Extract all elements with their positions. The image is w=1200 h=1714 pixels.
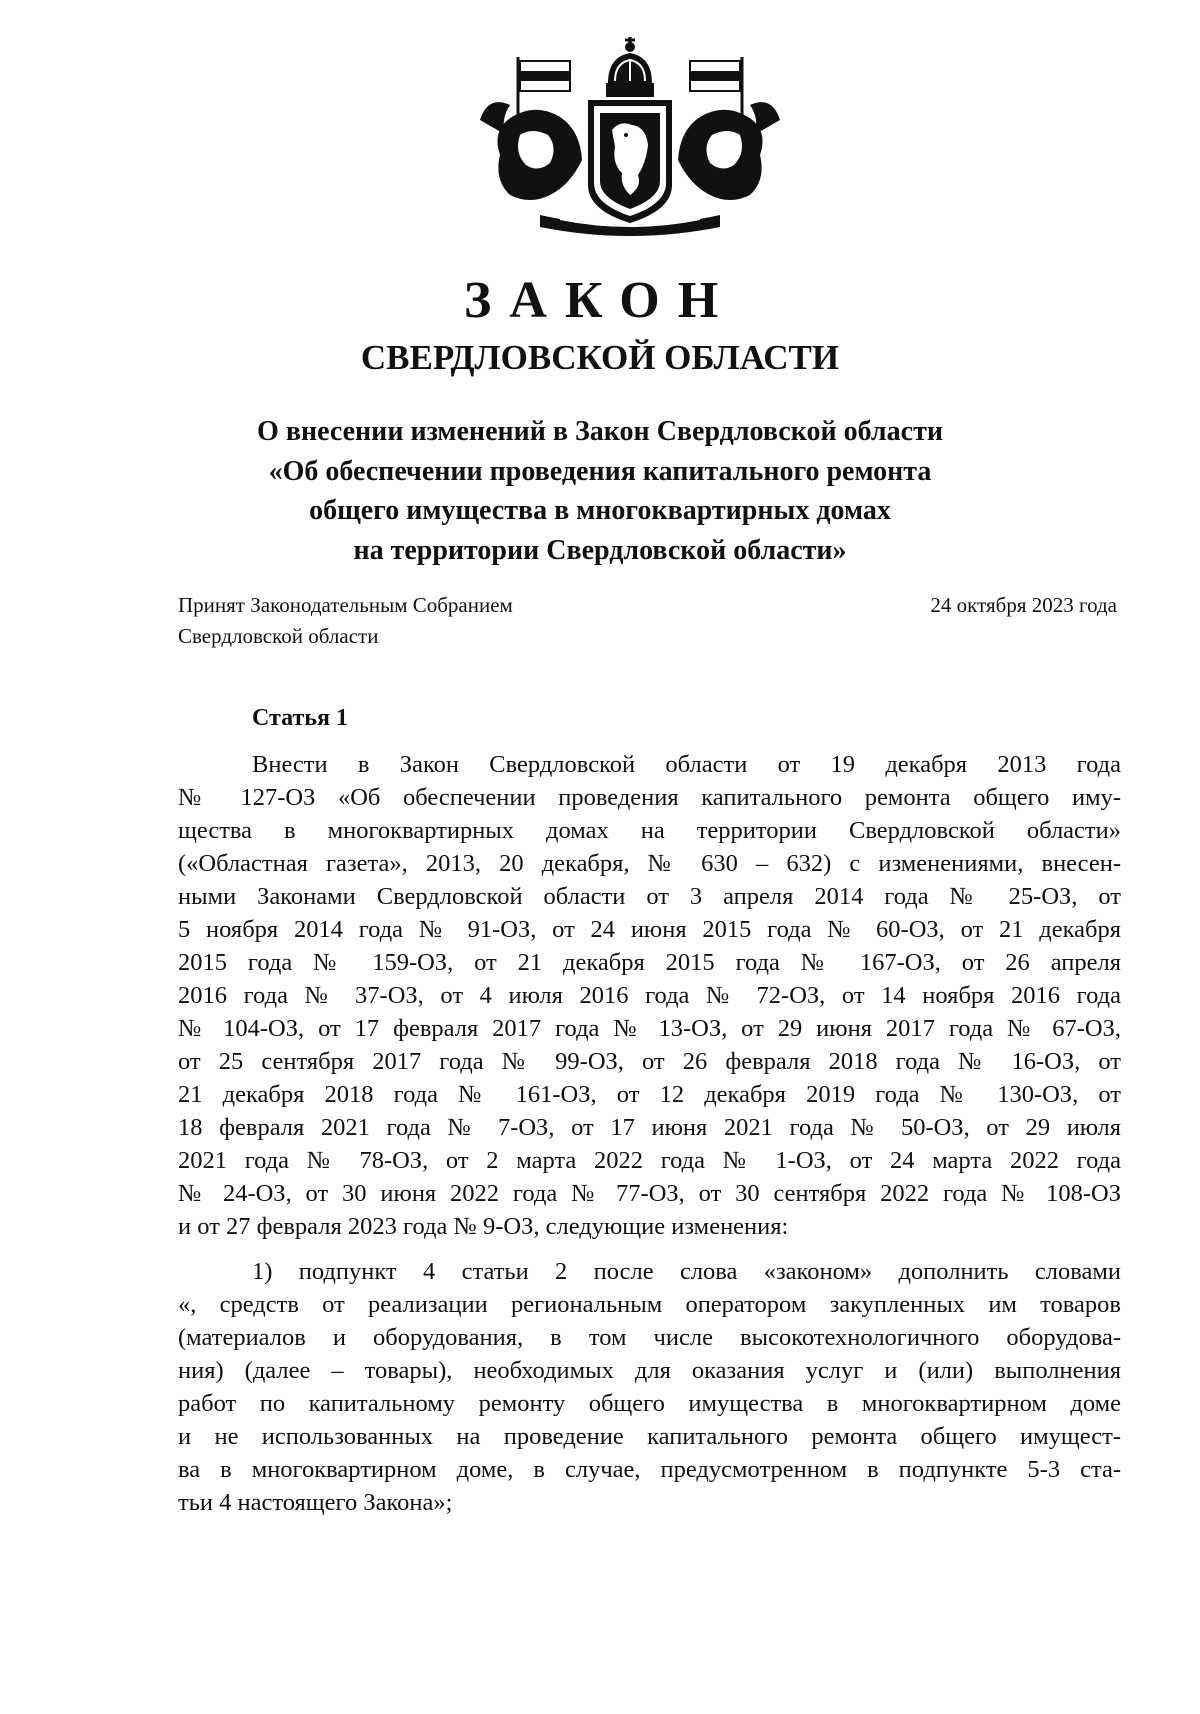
paragraph-line: 1) подпункт 4 статьи 2 после слова «законом» дополнить словами [252,1258,1121,1285]
paragraph-line: 2015 года № 159-ОЗ, от 21 декабря 2015 года № 167-ОЗ, от 26 апреля [178,949,1121,976]
subject-line: О внесении изменений в Закон Свердловской области [257,416,943,447]
subject-line: общего имущества в многоквартирных домах [309,495,891,526]
law-title: ЗАКОН [463,272,737,329]
region-title: СВЕРДЛОВСКОЙ ОБЛАСТИ [360,338,840,377]
paragraph-line: № 104-ОЗ, от 17 февраля 2017 года № 13-ОЗ, от 29 июня 2017 года № 67-ОЗ, [178,1015,1121,1042]
paragraph-line: от 25 сентября 2017 года № 99-ОЗ, от 26 февраля 2018 года № 16-ОЗ, от [178,1048,1121,1075]
paragraph-line: ва в многоквартирном доме, в случае, предусмотренном в подпункте 5-3 ста- [178,1456,1121,1483]
paragraph-line: тьи 4 настоящего Закона»; [178,1489,453,1516]
subject-line: на территории Свердловской области» [353,534,847,566]
paragraph-line: 5 ноября 2014 года № 91-ОЗ, от 24 июня 2015 года № 60-ОЗ, от 21 декабря [178,916,1121,943]
adopted-by-line: Свердловской области [178,624,379,648]
adopted-by-line: Принят Законодательным Собранием [178,593,513,617]
paragraph-line: № 127-ОЗ «Об обеспечении проведения капитального ремонта общего иму- [178,784,1121,811]
paragraph-line: работ по капитальному ремонту общего имущества в многоквартирном доме [178,1390,1121,1417]
coat-of-arms-emblem [470,35,790,240]
paragraph-line: Внести в Закон Свердловской области от 19 декабря 2013 года [252,751,1121,778]
paragraph-line: 18 февраля 2021 года № 7-ОЗ, от 17 июня 2021 года № 50-ОЗ, от 29 июля [178,1114,1121,1141]
paragraph-line: щества в многоквартирных домах на территории Свердловской области» [178,817,1121,844]
paragraph-line: 21 декабря 2018 года № 161-ОЗ, от 12 декабря 2019 года № 130-ОЗ, от [178,1081,1121,1108]
article-heading: Статья 1 [252,705,348,731]
adoption-date: 24 октября 2023 года [930,593,1117,617]
paragraph-line: № 24-ОЗ, от 30 июня 2022 года № 77-ОЗ, от 30 сентября 2022 года № 108-ОЗ [178,1180,1121,1207]
subject-line: «Об обеспечении проведения капитального ремонта [268,455,932,487]
paragraph-line: 2021 года № 78-ОЗ, от 2 марта 2022 года № 1-ОЗ, от 24 марта 2022 года [178,1147,1121,1174]
paragraph-line: 2016 года № 37-ОЗ, от 4 июля 2016 года № 72-ОЗ, от 14 ноября 2016 года [178,982,1121,1009]
paragraph-line: (материалов и оборудования, в том числе высокотехнологичного оборудова- [178,1324,1121,1351]
paragraph-line: и не использованных на проведение капитального ремонта общего имущест- [178,1423,1121,1450]
article-paragraph-1 [178,748,1121,1243]
paragraph-line: («Областная газета», 2013, 20 декабря, № 630 – 632) с изменениями, внесен- [178,850,1121,877]
paragraph-line: ния) (далее – товары), необходимых для оказания услуг и (или) выполнения [178,1357,1121,1384]
paragraph-line: «, средств от реализации региональным оператором закупленных им товаров [178,1291,1121,1318]
crown-icon [606,37,654,97]
law-subject [0,412,1200,570]
article-paragraph-2 [178,1255,1121,1519]
paragraph-line: и от 27 февраля 2023 года № 9-ОЗ, следующие изменения: [178,1213,789,1240]
paragraph-line: ными Законами Свердловской области от 3 апреля 2014 года № 25-ОЗ, от [178,883,1121,910]
adopted-by [178,590,513,652]
